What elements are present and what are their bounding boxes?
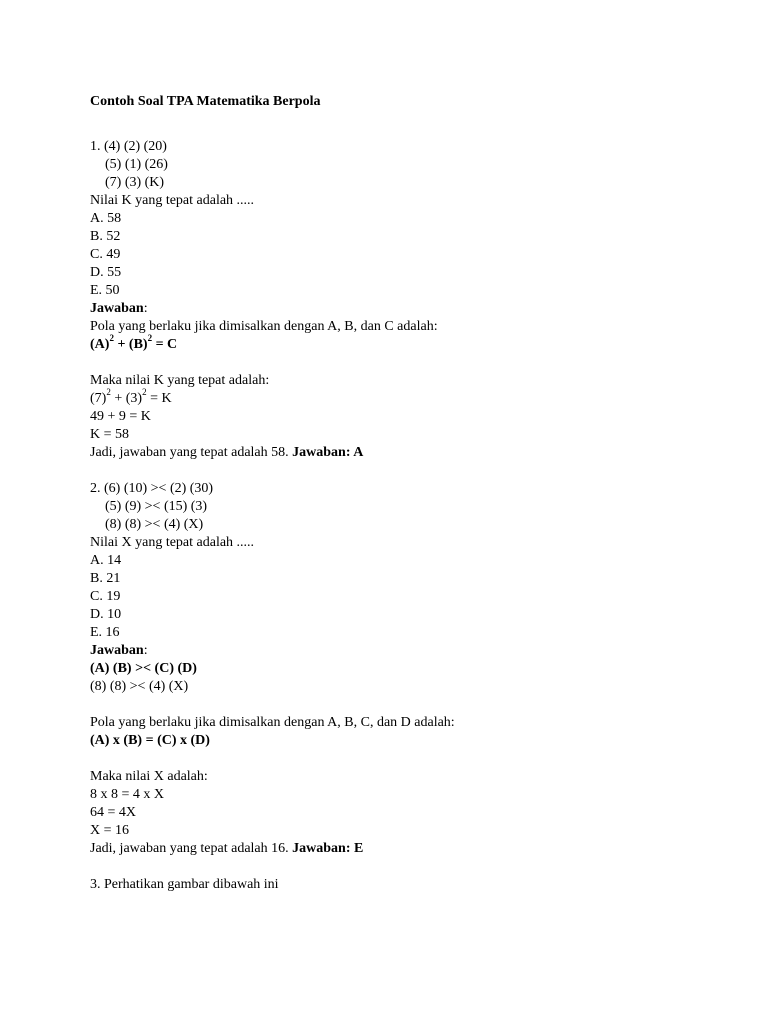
q1-pattern-plus: + (B) [113, 337, 148, 352]
q1-option-b: B. 52 [90, 229, 121, 244]
q2-row-1: 2. (6) (10) >< (2) (30) [90, 481, 214, 496]
q1-row-3: (7) (3) (K) [105, 175, 165, 190]
q2-row-3: (8) (8) >< (4) (X) [105, 517, 204, 532]
q2-answer: Jawaban: E [292, 841, 364, 856]
q1-calc-1 [90, 387, 690, 408]
document-title: Contoh Soal TPA Matematika Berpola [90, 94, 321, 109]
q1-jawaban-colon: : [143, 301, 148, 316]
q2-conclusion: Jadi, jawaban yang tepat adalah 16. [90, 841, 289, 856]
q1-conclusion-line [90, 444, 690, 462]
q2-prompt: Nilai X yang tepat adalah ..... [90, 535, 255, 550]
q2-pattern-formula: (A) x (B) = (C) x (D) [90, 733, 210, 748]
spacer [90, 750, 690, 768]
q1-calc-2: 49 + 9 = K [90, 409, 151, 424]
q1-pattern-formula [90, 333, 690, 354]
q2-conclusion-line [90, 840, 690, 858]
q1-row-2: (5) (1) (26) [105, 157, 168, 172]
q1-option-d: D. 55 [90, 265, 122, 280]
q1-pattern-b-exp: 2 [147, 333, 153, 344]
q2-option-e: E. 16 [90, 625, 120, 640]
q1-calc-plus: + (3) [110, 391, 143, 406]
q1-row-1: 1. (4) (2) (20) [90, 139, 167, 154]
q1-pattern-intro: Pola yang berlaku jika dimisalkan dengan A, B, dan C adalah: [90, 319, 438, 334]
q2-calc-1: 8 x 8 = 4 x X [90, 787, 165, 802]
q2-option-d: D. 10 [90, 607, 122, 622]
q1-option-a: A. 58 [90, 211, 122, 226]
q2-pattern-intro: Pola yang berlaku jika dimisalkan dengan A, B, C, dan D adalah: [90, 715, 455, 730]
q3-row-1: 3. Perhatikan gambar dibawah ini [90, 877, 279, 892]
q1-calc-3: K = 58 [90, 427, 130, 442]
q1-calc-b-exp: 2 [142, 387, 147, 398]
q1-pattern-eq: = C [152, 337, 178, 352]
q1-answer: Jawaban: A [292, 445, 364, 460]
q1-conclusion: Jadi, jawaban yang tepat adalah 58. [90, 445, 289, 460]
q1-option-e: E. 50 [90, 283, 120, 298]
q2-jawaban-heading [90, 642, 690, 660]
question-1 [90, 138, 690, 462]
spacer [90, 858, 690, 876]
q1-jawaban-heading [90, 300, 690, 318]
q1-calc-eq: = K [146, 391, 172, 406]
spacer [90, 696, 690, 714]
q1-jawaban-label: Jawaban [90, 301, 144, 316]
q1-option-c: C. 49 [90, 247, 121, 262]
document-content [90, 93, 690, 894]
q1-calc-a-exp: 2 [106, 387, 111, 398]
q1-pattern-a: (A) [90, 337, 110, 352]
q2-jawaban-colon: : [143, 643, 148, 658]
q2-option-a: A. 14 [90, 553, 122, 568]
q2-option-b: B. 21 [90, 571, 121, 586]
q1-calc-intro: Maka nilai K yang tepat adalah: [90, 373, 270, 388]
spacer [90, 462, 690, 480]
q2-scheme-values: (8) (8) >< (4) (X) [90, 679, 189, 694]
q2-scheme: (A) (B) >< (C) (D) [90, 661, 197, 676]
q2-calc-3: X = 16 [90, 823, 130, 838]
q2-option-c: C. 19 [90, 589, 121, 604]
q2-calc-2: 64 = 4X [90, 805, 137, 820]
question-2 [90, 480, 690, 858]
question-3 [90, 876, 690, 894]
spacer [90, 354, 690, 372]
q2-row-2: (5) (9) >< (15) (3) [105, 499, 208, 514]
q2-jawaban-label: Jawaban [90, 643, 144, 658]
q1-prompt: Nilai K yang tepat adalah ..... [90, 193, 255, 208]
q2-calc-intro: Maka nilai X adalah: [90, 769, 208, 784]
q1-pattern-a-exp: 2 [109, 333, 114, 344]
q1-calc-a: (7) [90, 391, 107, 406]
